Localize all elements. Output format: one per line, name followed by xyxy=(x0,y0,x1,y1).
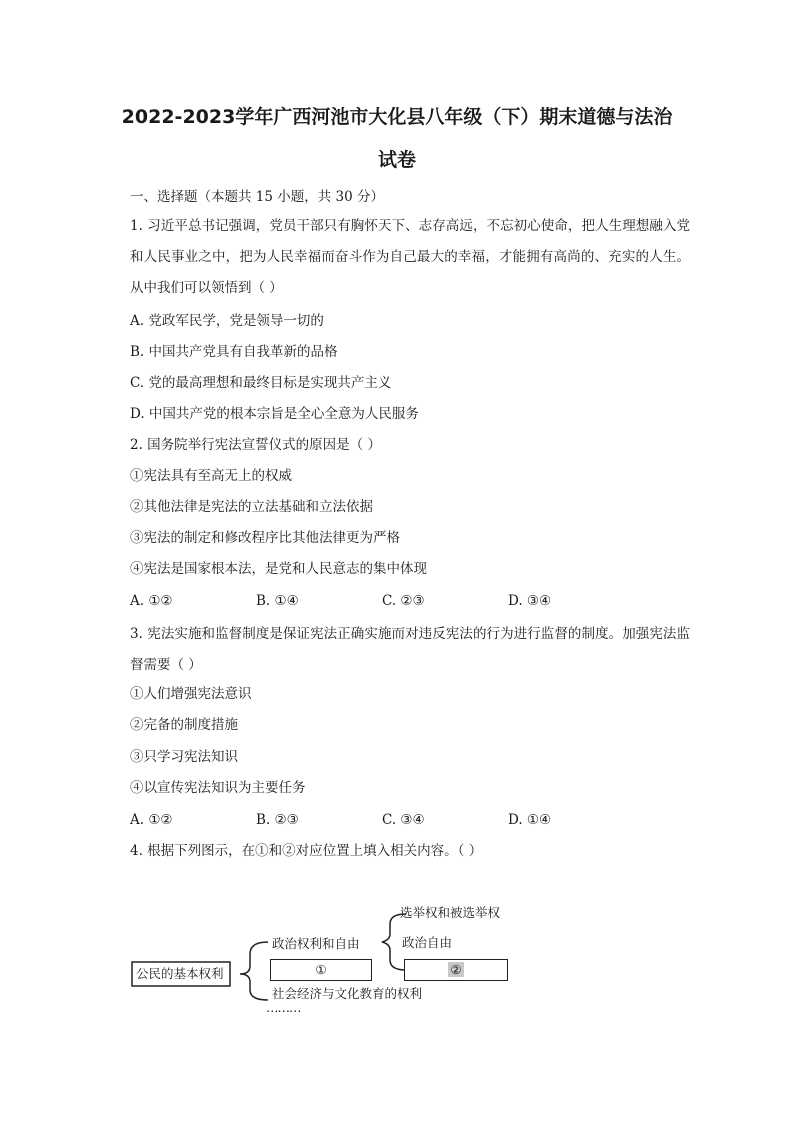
question-3-item-2: ②完备的制度措施 xyxy=(130,717,238,733)
question-3-option-c: C. ③④ xyxy=(382,812,425,828)
exam-title-line1: 2022-2023学年广西河池市大化县八年级（下）期末道德与法治 xyxy=(121,106,673,128)
question-3-stem: 3. 宪法实施和监督制度是保证宪法正确实施而对违反宪法的行为进行监督的制度。加强宪法监督需要（ ） xyxy=(130,626,690,673)
question-1-option-c: C. 党的最高理想和最终目标是实现共产主义 xyxy=(130,375,392,391)
diagram-ellipsis: ……… xyxy=(266,1000,301,1015)
question-3-option-b: B. ②③ xyxy=(256,812,299,828)
diagram-sub-political-freedom: 政治自由 xyxy=(402,935,453,950)
diagram-blank-2 xyxy=(404,959,508,981)
exam-title-line2: 试卷 xyxy=(377,149,416,171)
question-2-item-1: ①宪法具有至高无上的权威 xyxy=(130,468,292,484)
section-heading: 一、选择题（本题共 15 小题，共 30 分） xyxy=(130,189,385,205)
question-1-stem: 1. 习近平总书记强调，党员干部只有胸怀天下、志存高远，不忘初心使命，把人生理想融入党和人民事业之中，把为人民幸福而奋斗作为自己最大的幸福，才能拥有高尚的、充实的人生。从中我们可以领悟到（ ） xyxy=(130,218,690,296)
diagram-blank-2-label: ② xyxy=(450,962,462,977)
question-3-item-4: ④以宣传宪法知识为主要任务 xyxy=(130,780,306,796)
diagram-branch-political: 政治权利和自由 xyxy=(272,936,360,951)
diagram-blank-1-label: ① xyxy=(315,962,327,977)
question-3-item-3: ③只学习宪法知识 xyxy=(130,749,238,765)
diagram-root-label: 公民的基本权利 xyxy=(136,966,224,981)
diagram-blank-1 xyxy=(270,959,372,981)
question-3-option-d: D. ①④ xyxy=(508,812,552,828)
question-1-option-a: A. 党政军民学，党是领导一切的 xyxy=(130,313,324,329)
question-1-option-b: B. 中国共产党具有自我革新的品格 xyxy=(130,344,338,360)
question-2-item-3: ③宪法的制定和修改程序比其他法律更为严格 xyxy=(130,530,400,546)
question-1-option-d: D. 中国共产党的根本宗旨是全心全意为人民服务 xyxy=(130,406,419,422)
diagram-branch-social: 社会经济与文化教育的权利 xyxy=(272,986,423,1001)
diagram-sub-election-rights: 选举权和被选举权 xyxy=(400,905,501,920)
rights-diagram xyxy=(128,898,528,1016)
question-2-option-d: D. ③④ xyxy=(508,593,552,609)
question-2-stem: 2. 国务院举行宪法宣誓仪式的原因是（ ） xyxy=(130,437,381,453)
question-3-option-a: A. ①② xyxy=(130,812,173,828)
question-4-stem: 4. 根据下列图示，在①和②对应位置上填入相关内容。（ ） xyxy=(130,843,483,859)
question-2-item-4: ④宪法是国家根本法，是党和人民意志的集中体现 xyxy=(130,561,427,577)
question-2-option-b: B. ①④ xyxy=(256,593,299,609)
question-2-item-2: ②其他法律是宪法的立法基础和立法依据 xyxy=(130,499,373,515)
question-2-option-c: C. ②③ xyxy=(382,593,425,609)
question-3-item-1: ①人们增强宪法意识 xyxy=(130,686,252,702)
question-2-option-a: A. ①② xyxy=(130,593,173,609)
